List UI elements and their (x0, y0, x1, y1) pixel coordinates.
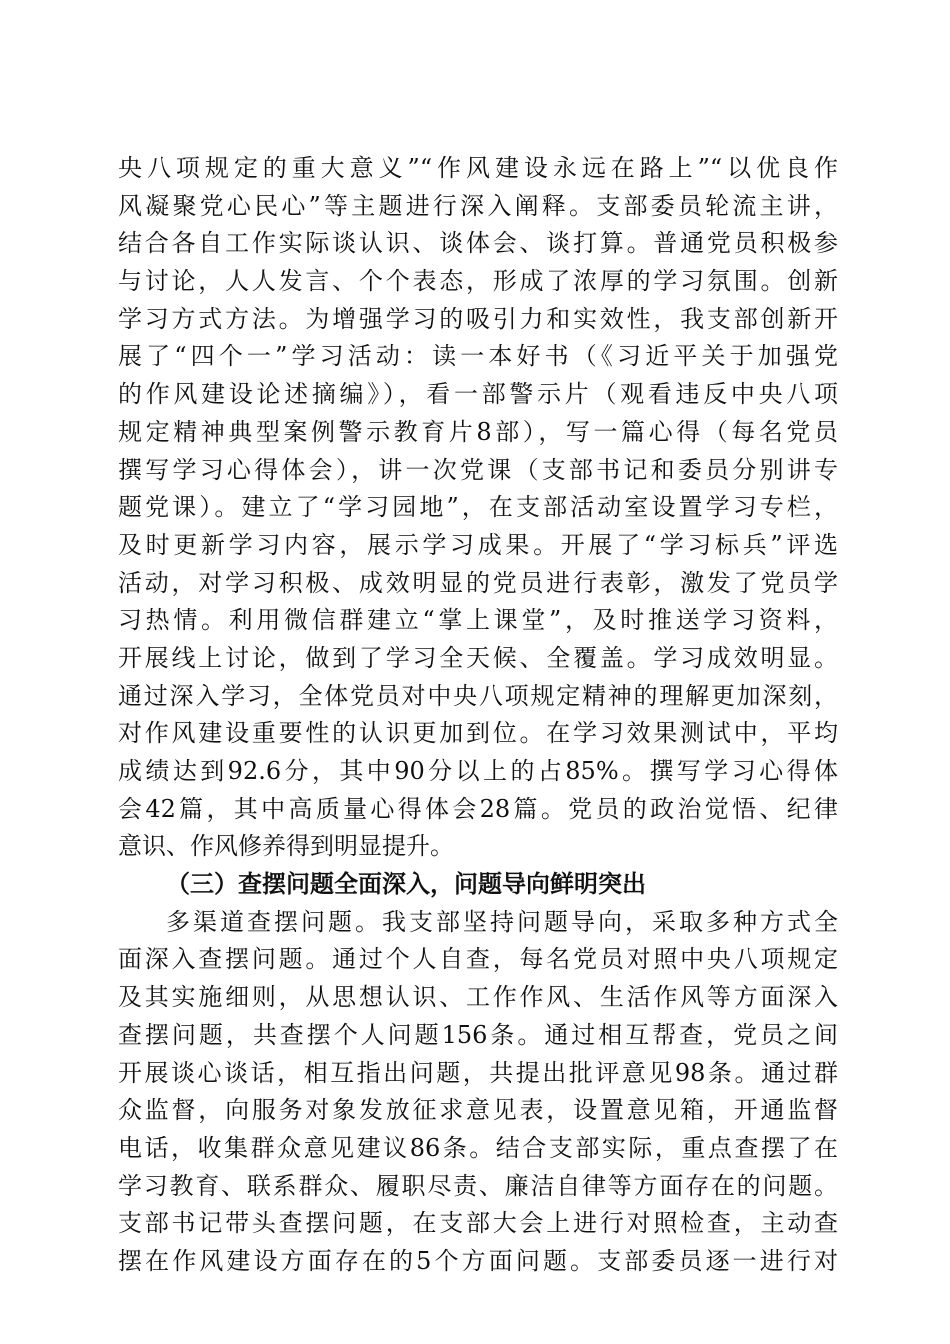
paragraph-line: 会42篇，其中高质量心得体会28篇。党员的政治觉悟、纪律 (118, 794, 838, 823)
paragraph-line: 通过深入学习，全体党员对中央八项规定精神的理解更加深刻， (118, 681, 838, 710)
paragraph-line: 的作风建设论述摘编》），看一部警示片（观看违反中央八项 (118, 380, 838, 409)
paragraph-line: 撰写学习心得体会），讲一次党课（支部书记和委员分别讲专 (118, 455, 838, 484)
paragraph-line: 意识、作风修养得到明显提升。 (118, 832, 454, 861)
paragraph-line: 电话，收集群众意见建议86条。结合支部实际，重点查摆了在 (118, 1133, 838, 1162)
paragraph-line: 学习方式方法。为增强学习的吸引力和实效性，我支部创新开 (118, 304, 838, 333)
paragraph-line: 与讨论，人人发言、个个表态，形成了浓厚的学习氛围。创新 (118, 267, 838, 296)
paragraph-line: 及其实施细则，从思想认识、工作作风、生活作风等方面深入 (118, 983, 838, 1012)
paragraph-line: 对作风建设重要性的认识更加到位。在学习效果测试中，平均 (118, 719, 838, 748)
paragraph-line: 众监督，向服务对象发放征求意见表，设置意见箱，开通监督 (118, 1096, 838, 1125)
paragraph-line: 题党课）。建立了“学习园地”，在支部活动室设置学习专栏， (118, 493, 838, 522)
paragraph-line: 开展线上讨论，做到了学习全天候、全覆盖。学习成效明显。 (118, 643, 838, 672)
paragraph-line: 央八项规定的重大意义”“作风建设永远在路上”“以优良作 (118, 154, 838, 182)
paragraph-line: 多渠道查摆问题。我支部坚持问题导向，采取多种方式全 (166, 907, 838, 936)
paragraph-line: 查摆问题，共查摆个人问题156条。通过相互帮查，党员之间 (118, 1020, 838, 1049)
paragraph-line: 成绩达到92.6分，其中90分以上的占85%。撰写学习心得体 (118, 757, 838, 785)
document-body (118, 150, 838, 1281)
paragraph-line: 学习教育、联系群众、履职尽责、廉洁自律等方面存在的问题。 (118, 1171, 838, 1200)
paragraph-line: 活动，对学习积极、成效明显的党员进行表彰，激发了党员学 (118, 568, 838, 597)
paragraph-line: 及时更新学习内容，展示学习成果。开展了“学习标兵”评选 (118, 530, 838, 559)
paragraph-line: 结合各自工作实际谈认识、谈体会、谈打算。普通党员积极参 (118, 229, 838, 258)
paragraph-line: 开展谈心谈话，相互指出问题，共提出批评意见98条。通过群 (118, 1058, 838, 1087)
paragraph-line: 习热情。利用微信群建立“掌上课堂”，及时推送学习资料， (118, 606, 838, 635)
paragraph-line: 摆在作风建设方面存在的5个方面问题。支部委员逐一进行对 (118, 1246, 838, 1275)
section-heading: （三）查摆问题全面深入，问题导向鲜明突出 (166, 870, 646, 899)
paragraph-line: 展了“四个一”学习活动：读一本好书（《习近平关于加强党 (118, 342, 838, 371)
paragraph-line: 规定精神典型案例警示教育片8部），写一篇心得（每名党员 (118, 417, 838, 446)
paragraph-line: 支部书记带头查摆问题，在支部大会上进行对照检查，主动查 (118, 1209, 838, 1238)
paragraph-line: 面深入查摆问题。通过个人自查，每名党员对照中央八项规定 (118, 945, 838, 974)
paragraph-line: 风凝聚党心民心”等主题进行深入阐释。支部委员轮流主讲， (118, 191, 838, 220)
